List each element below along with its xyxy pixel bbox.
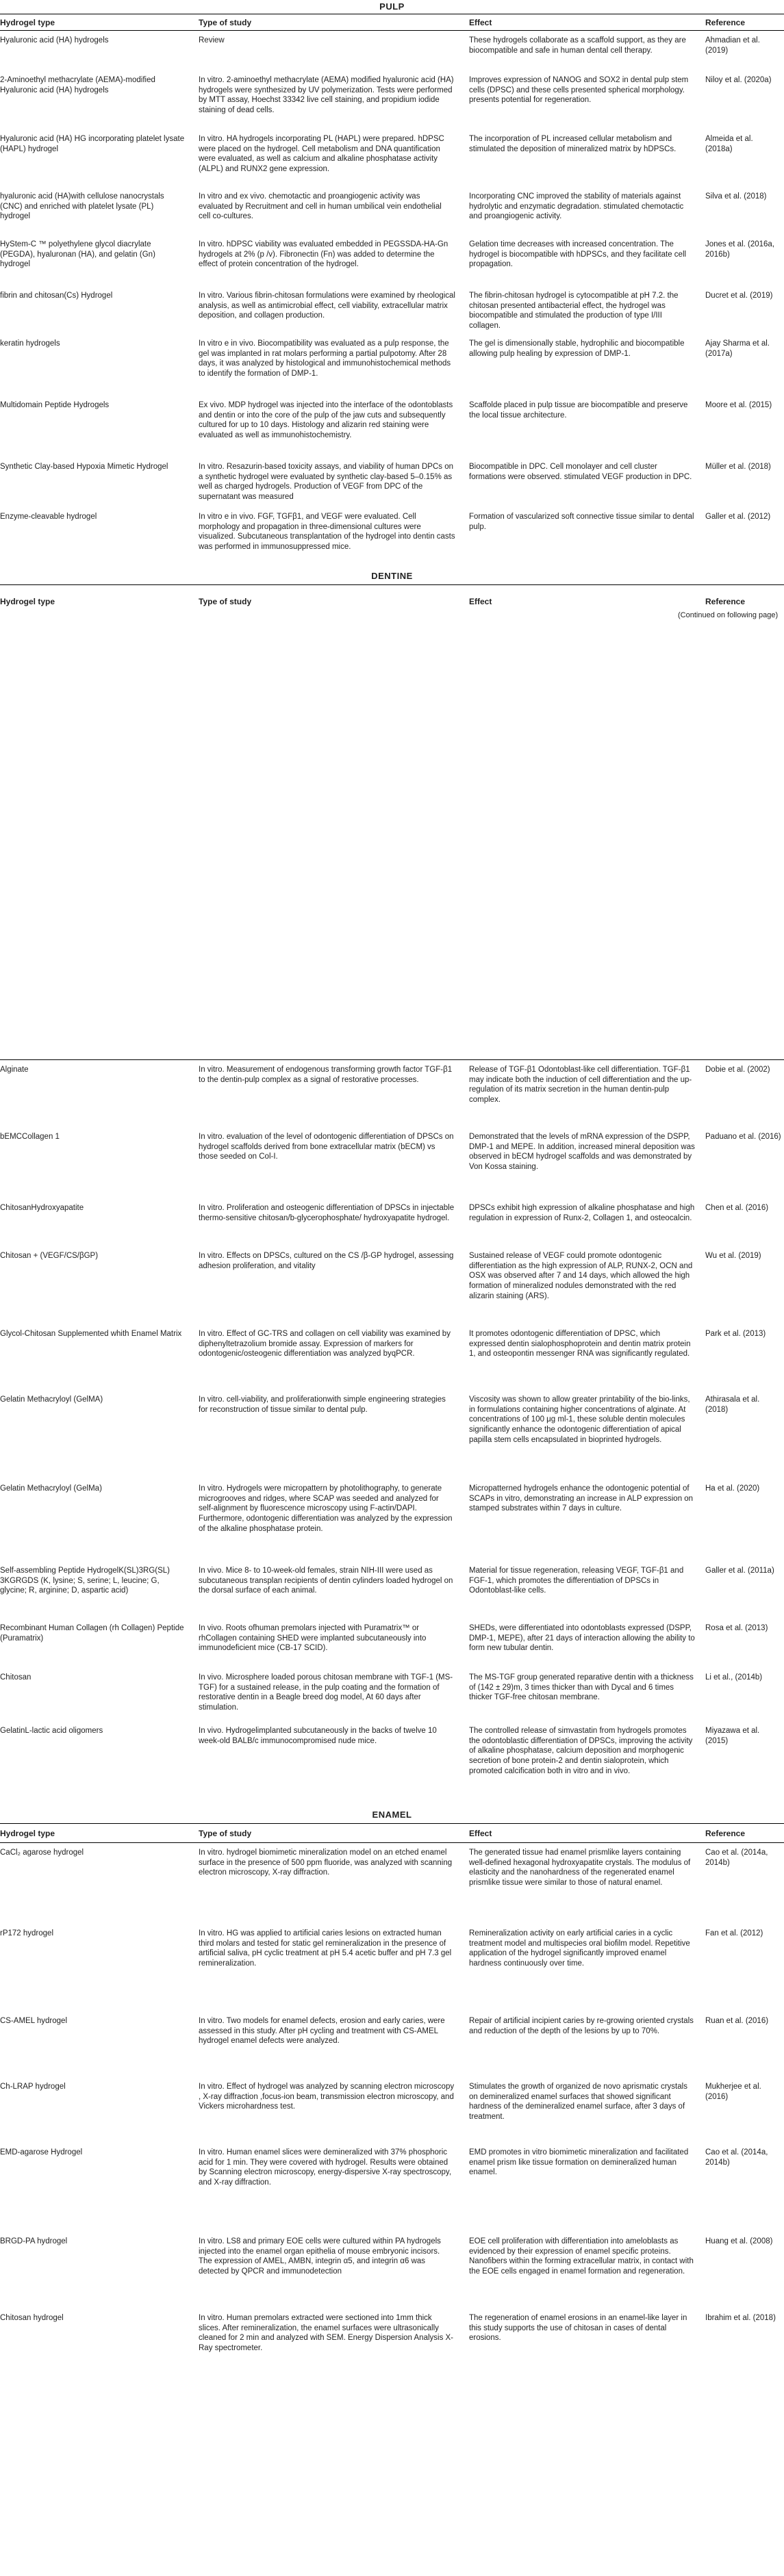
reference-cell: Ibrahim et al. (2018) bbox=[705, 2314, 776, 2322]
reference-cell: Park et al. (2013) bbox=[705, 1330, 766, 1338]
reference-cell: Paduano et al. (2016) bbox=[705, 1133, 781, 1141]
effect-cell: The MS-TGF group generated reparative dentin with a thickness of (142 ± 29)m, 3 times thicker than with Dycal and 6 times thicker TGF-free chitosan membrane. bbox=[469, 1673, 694, 1702]
study-cell: In vitro. hDPSC viability was evaluated embedded in PEGSSDA-HA-Gn hydrogels at 2% (p /v). Fibronectin (Fn) was added to determine the effect of protein concentration of the hydrogel. bbox=[199, 240, 448, 269]
divider bbox=[0, 1842, 784, 1843]
hydrogel-type-cell: Chitosan hydrogel bbox=[0, 2314, 64, 2322]
reference-cell: Ajay Sharma et al. (2017a) bbox=[705, 339, 770, 358]
section-title-enamel: ENAMEL bbox=[372, 1809, 412, 1820]
effect-cell: Formation of vascularized soft connective tissue similar to dental pulp. bbox=[469, 513, 694, 531]
hydrogel-type-cell: CaCl₂ agarose hydrogel bbox=[0, 1849, 84, 1857]
study-cell: In vivo. Hydrogelimplanted subcutaneously in the backs of twelve 10 week-old BALB/c immunocompromised nude mice. bbox=[199, 1727, 437, 1745]
reference-cell: Chen et al. (2016) bbox=[705, 1204, 769, 1212]
study-cell: In vitro. evaluation of the level of odontogenic differentiation of DPSCs on hydrogel scaffolds derived from bone extracellular matrix (bECM) vs those seeded on Col-I. bbox=[199, 1133, 454, 1161]
hydrogel-type-cell: Ch-LRAP hydrogel bbox=[0, 2083, 66, 2091]
reference-cell: Miyazawa et al. (2015) bbox=[705, 1727, 760, 1745]
reference-cell: Müller et al. (2018) bbox=[705, 463, 771, 471]
continued-note: (Continued on following page) bbox=[678, 611, 779, 619]
study-cell: In vitro e in vivo. FGF, TGFβ1, and VEGF were evaluated. Cell morphology and propagation in three-dimensional cultures were visualized. Subcutaneous transplantation of the hydrogel into dentin casts was performed in immunosuppressed mice. bbox=[199, 513, 455, 552]
hydrogel-type-cell: Self-assembling Peptide HydrogelK(SL)3RG(SL) 3KGRGDS (K, lysine; S, serine; L, leucine; G, glycine; R, arginine; D, aspartic acid) bbox=[0, 1567, 170, 1595]
effect-cell: EMD promotes in vitro biomimetic mineralization and facilitated enamel prism like tissue formation on demineralized human enamel. bbox=[469, 2148, 689, 2177]
effect-cell: The generated tissue had enamel prismlike layers containing well-defined hexagonal hydroxyapatite crystals. The modulus of elasticity and the nanohardness of the regenerated enamel prismlike tissue were similar to those of natural enamel. bbox=[469, 1849, 691, 1888]
hydrogel-type-cell: Hyaluronic acid (HA) HG incorporating platelet lysate (HAPL) hydrogel bbox=[0, 135, 185, 153]
study-cell: In vitro. Hydrogels were micropattern by photolithography, to generate microgrooves and ridges, where SCAP was seeded and analyzed for self-alignment by fluorescence microscopy using F-actin/DAPI. Furthermore, odontogenic differentiation was analyzed by the expression of the alkaline phosphatase protein. bbox=[199, 1484, 453, 1533]
hydrogel-type-cell: Alginate bbox=[0, 1066, 29, 1074]
reference-cell: Fan et al. (2012) bbox=[705, 1929, 763, 1937]
section-title-pulp: PULP bbox=[379, 1, 405, 12]
hydrogel-type-cell: Chitosan + (VEGF/CS/βGP) bbox=[0, 1252, 99, 1260]
reference-cell: Galler et al. (2012) bbox=[705, 513, 771, 521]
header-type-of-study: Type of study bbox=[199, 597, 252, 606]
hydrogel-type-cell: hyaluronic acid (HA)with cellulose nanocrystals (CNC) and enriched with platelet lysate (PL) hydrogel bbox=[0, 192, 164, 221]
effect-cell: The regeneration of enamel erosions in an enamel-like layer in this study supports the use of chitosan in cases of dental erosions. bbox=[469, 2314, 687, 2343]
reference-cell: Galler et al. (2011a) bbox=[705, 1567, 774, 1575]
effect-cell: Demonstrated that the levels of mRNA expression of the DSPP, DMP-1 and MEPE. In addition, increased mineral deposition was observed in bECM hydrogel scaffolds and was demonstrated by Von Kossa staining. bbox=[469, 1133, 695, 1172]
header-type-of-study: Type of study bbox=[199, 1829, 252, 1838]
hydrogel-type-cell: Glycol-Chitosan Supplemented whith Enamel Matrix bbox=[0, 1330, 182, 1338]
study-cell: In vitro. Human premolars extracted were sectioned into 1mm thick slices. After remineralization, the enamel surfaces were ultrasonically cleaned for 2 min and analyzed with SEM. Energy Dispersion Analysis X-Ray spectrometer. bbox=[199, 2314, 454, 2353]
hydrogel-type-cell: ChitosanHydroxyapatite bbox=[0, 1204, 84, 1212]
header-type-of-study: Type of study bbox=[199, 18, 252, 27]
reference-cell: Ahmadian et al. (2019) bbox=[705, 36, 760, 55]
effect-cell: Sustained release of VEGF could promote odontogenic differentiation as the high expression of ALP, RUNX-2, OCN and OSX was observed after 7 and 14 days, which allowed the high formation of mineralized nodules demonstrated with the red alizarin staining (ARS). bbox=[469, 1252, 693, 1300]
study-cell: Review bbox=[199, 36, 225, 44]
header-effect: Effect bbox=[469, 597, 492, 606]
study-cell: In vitro. Measurement of endogenous transforming growth factor TGF-β1 to the dentin-pulp complex as a signal of restorative processes. bbox=[199, 1066, 453, 1084]
effect-cell: Release of TGF-β1 Odontoblast-like cell differentiation. TGF-β1 may indicate both the induction of cell differentiation and the up-regulation of its matrix secretion in the human dentin-pulp complex. bbox=[469, 1066, 692, 1105]
hydrogel-type-cell: rP172 hydrogel bbox=[0, 1929, 53, 1937]
study-cell: In vitro. Two models for enamel defects, erosion and early caries, were assessed in this study. After pH cycling and treatment with CS-AMEL hydrogel enamel defects were analyzed. bbox=[199, 2017, 445, 2046]
reference-cell: Athirasala et al. (2018) bbox=[705, 1395, 760, 1414]
reference-cell: Huang et al. (2008) bbox=[705, 2237, 773, 2245]
header-hydrogel-type: Hydrogel type bbox=[0, 1829, 55, 1838]
reference-cell: Ruan et al. (2016) bbox=[705, 2017, 769, 2025]
effect-cell: Stimulates the growth of organized de novo aprismatic crystals on demineralized enamel surfaces that showed significant hardness of the demineralized enamel surface, after 3 days of treatment. bbox=[469, 2083, 687, 2122]
header-reference: Reference bbox=[705, 18, 746, 27]
hydrogel-type-cell: Hyaluronic acid (HA) hydrogels bbox=[0, 36, 109, 44]
effect-cell: Material for tissue regeneration, releasing VEGF, TGF-β1 and FGF-1, which promotes the differentiation of DPSCs in Odontoblast-like cells. bbox=[469, 1567, 684, 1595]
study-cell: In vitro. HA hydrogels incorporating PL (HAPL) were prepared. hDPSC were placed on the hydrogel. Cell metabolism and DNA quantification were evaluated, as well as calcium and alkaline phosphatase activity (ALPL) and RUNX2 gene expression. bbox=[199, 135, 444, 174]
hydrogel-type-cell: GelatinL-lactic acid oligomers bbox=[0, 1727, 103, 1735]
header-reference: Reference bbox=[705, 1829, 746, 1838]
effect-cell: SHEDs, were differentiated into odontoblasts expressed (DSPP, DMP-1, MEPE), after 21 days of interaction allowing the ability to form new tubular dentin. bbox=[469, 1624, 695, 1653]
hydrogel-type-cell: keratin hydrogels bbox=[0, 339, 60, 348]
effect-cell: Improves expression of NANOG and SOX2 in dental pulp stem cells (DPSC) and these cells presented spherical morphology. presents potential for regeneration. bbox=[469, 76, 689, 105]
hydrogel-type-cell: bEMCCollagen 1 bbox=[0, 1133, 60, 1141]
effect-cell: The controlled release of simvastatin from hydrogels promotes the odontoblastic differentiation of DPSCs, improving the activity of alkaline phosphatase, calcium deposition and morphogenic secretion of bone protein-2 and dentin sialoprotein, which promoted calcification both in vitro and in vivo. bbox=[469, 1727, 693, 1775]
effect-cell: Remineralization activity on early artificial caries in a cyclic treatment model and multispecies oral biofilm model. Repetitive application of the hydrogel significantly improved enamel hardness continuously over time. bbox=[469, 1929, 690, 1968]
study-cell: In vitro. LS8 and primary EOE cells were cultured within PA hydrogels injected into the enamel organ epithelia of mouse embryonic incisors. The expression of AMEL, AMBN, integrin α5, and integrin α6 was detected by QPCR and immunodetection bbox=[199, 2237, 441, 2276]
hydrogel-type-cell: CS-AMEL hydrogel bbox=[0, 2017, 68, 2025]
study-cell: In vitro and ex vivo. chemotactic and proangiogenic activity was evaluated by Recruitment and cell in human umbilical vein endothelial cell co-cultures. bbox=[199, 192, 442, 221]
effect-cell: The fibrin-chitosan hydrogel is cytocompatible at pH 7.2. the chitosan presented antibacterial effect, the hydrogel was biocompatible and stimulated the production of type I/III collagen. bbox=[469, 292, 679, 331]
reference-cell: Mukherjee et al. (2016) bbox=[705, 2083, 761, 2101]
hydrogel-type-cell: EMD-agarose Hydrogel bbox=[0, 2148, 83, 2156]
effect-cell: Gelation time decreases with increased concentration. The hydrogel is biocompatible with hDPSCs, and they facilitate cell propagation. bbox=[469, 240, 687, 269]
study-cell: In vitro e in vivo. Biocompatibility was evaluated as a pulp response, the gel was implanted in rat molars performing a partial pulpotomy. After 28 days, it was analyzed by histological and immunohistochemical methods to identify the formation of DMP-1. bbox=[199, 339, 451, 378]
study-cell: In vitro. 2-aminoethyl methacrylate (AEMA) modified hyaluronic acid (HA) hydrogels were synthesized by UV polymerization. Tests were performed by MTT assay, Hoechst 33342 live cell staining, and propidium iodide staining of dead cells. bbox=[199, 76, 454, 115]
study-cell: In vivo. Roots ofhuman premolars injected with Puramatrix™ or rhCollagen containing SHED were implanted subcutaneously into immunodeficient mice (CB-17 SCID). bbox=[199, 1624, 427, 1653]
effect-cell: Viscosity was shown to allow greater printability of the bio-links, in formulations containing higher concentrations of alginate. At concentrations of 100 μg ml-1, these soluble dentin molecules significantly enhance the odontogenic differentiation of apical papilla stem cells encapsulated in bioprinted hydrogels. bbox=[469, 1395, 690, 1444]
hydrogel-type-cell: Enzyme-cleavable hydrogel bbox=[0, 513, 97, 521]
study-cell: In vitro. Effect of GC-TRS and collagen on cell viability was examined by diphenyltetrazolium bromide assay. Expression of markers for odontogenic/osteogenic differentiation was analyzed byqPCR. bbox=[199, 1330, 451, 1358]
header-reference: Reference bbox=[705, 597, 746, 606]
effect-cell: The incorporation of PL increased cellular metabolism and stimulated the deposition of mineralized matrix by hDPSCs. bbox=[469, 135, 676, 153]
effect-cell: Biocompatible in DPC. Cell monolayer and cell cluster formations were observed. stimulated VEGF production in DPC. bbox=[469, 463, 692, 481]
reference-cell: Li et al., (2014b) bbox=[705, 1673, 763, 1682]
reference-cell: Ha et al. (2020) bbox=[705, 1484, 760, 1493]
hydrogel-type-cell: Gelatin Methacryloyl (GelMA) bbox=[0, 1395, 103, 1404]
reference-cell: Dobie et al. (2002) bbox=[705, 1066, 770, 1074]
study-cell: In vitro. cell-viability, and proliferationwith simple engineering strategies for reconstruction of tissue similar to dental pulp. bbox=[199, 1395, 446, 1414]
header-hydrogel-type: Hydrogel type bbox=[0, 18, 55, 27]
effect-cell: Incorporating CNC improved the stability of materials against hydrolytic and enzymatic degradation. stimulated chemotactic and proangiogenic activity. bbox=[469, 192, 684, 221]
effect-cell: It promotes odontogenic differentiation of DPSC, which expressed dentin sialophosphoprotein and dentin matrix protein 1, and osteopontin messenger RNA was significantly regulated. bbox=[469, 1330, 691, 1358]
hydrogel-type-cell: Synthetic Clay-based Hypoxia Mimetic Hydrogel bbox=[0, 463, 168, 471]
hydrogel-type-cell: fibrin and chitosan(Cs) Hydrogel bbox=[0, 292, 113, 300]
divider bbox=[0, 1059, 784, 1060]
study-cell: Ex vivo. MDP hydrogel was injected into the interface of the odontoblasts and dentin or into the core of the pulp of the jaw cuts and subsequently cultured for up to 10 days. Histology and alizarin red staining were evaluated as well as immunohistochemistry. bbox=[199, 401, 453, 440]
reference-cell: Wu et al. (2019) bbox=[705, 1252, 761, 1260]
effect-cell: DPSCs exhibit high expression of alkaline phosphatase and high regulation in expression of Runx-2, Collagen 1, and osteocalcin. bbox=[469, 1204, 695, 1222]
reference-cell: Cao et al. (2014a, 2014b) bbox=[705, 2148, 768, 2167]
study-cell: In vitro. Various fibrin-chitosan formulations were examined by rheological analysis, as well as antimicrobial effect, cell viability, extracellular matrix deposition, and collagen production. bbox=[199, 292, 455, 320]
reference-cell: Moore et al. (2015) bbox=[705, 401, 772, 409]
study-cell: In vitro. HG was applied to artificial caries lesions on extracted human third molars and tested for static gel remineralization in the presence of artificial saliva, pH cyclic treatment at pH 5.4 acetic buffer and pH 7.3 gel remineralization. bbox=[199, 1929, 452, 1968]
reference-cell: Cao et al. (2014a, 2014b) bbox=[705, 1849, 768, 1867]
effect-cell: Scaffolde placed in pulp tissue are biocompatible and preserve the local tissue architecture. bbox=[469, 401, 688, 420]
header-effect: Effect bbox=[469, 18, 492, 27]
divider bbox=[0, 30, 784, 31]
hydrogel-type-cell: Chitosan bbox=[0, 1673, 31, 1682]
reference-cell: Jones et al. (2016a, 2016b) bbox=[705, 240, 775, 259]
study-cell: In vivo. Mice 8- to 10-week-old females, strain NIH-III were used as subcutaneous transplan recipients of dentin cylinders loaded hydrogel on the dorsal surface of each animal. bbox=[199, 1567, 453, 1595]
header-hydrogel-type: Hydrogel type bbox=[0, 597, 55, 606]
hydrogel-type-cell: Gelatin Methacryloyl (GelMa) bbox=[0, 1484, 102, 1493]
study-cell: In vitro. Human enamel slices were demineralized with 37% phosphoric acid for 1 min. They were covered with hydrogel. Results were obtained by Scanning electron microscopy, energy-dispersive X-ray spectroscopy, and X-ray diffraction. bbox=[199, 2148, 452, 2187]
study-cell: In vivo. Microsphere loaded porous chitosan membrane with TGF-1 (MS-TGF) for a sustained release, in the pulp coating and the formation of restorative dentin in a Beagle breed dog model, At 60 days after stimulation. bbox=[199, 1673, 453, 1712]
header-effect: Effect bbox=[469, 1829, 492, 1838]
hydrogel-type-cell: 2-Aminoethyl methacrylate (AEMA)-modified Hyaluronic acid (HA) hydrogels bbox=[0, 76, 155, 94]
hydrogel-type-cell: BRGD-PA hydrogel bbox=[0, 2237, 68, 2245]
reference-cell: Rosa et al. (2013) bbox=[705, 1624, 768, 1632]
study-cell: In vitro. Effect of hydrogel was analyzed by scanning electron microscopy , X-ray diffraction ,focus-ion beam, transmission electron microscopy, and Vickers microhardness test. bbox=[199, 2083, 455, 2111]
effect-cell: Micropatterned hydrogels enhance the odontogenic potential of SCAPs in vitro, demonstrating an increase in ALP expression on stamped substrates within 7 days in culture. bbox=[469, 1484, 694, 1513]
study-cell: In vitro. Proliferation and osteogenic differentiation of DPSCs in injectable thermo-sensitive chitosan/b-glycerophosphate/ hydroxyapatite hydrogel. bbox=[199, 1204, 455, 1222]
reference-cell: Almeida et al. (2018a) bbox=[705, 135, 753, 153]
hydrogel-type-cell: Recombinant Human Collagen (rh Collagen) Peptide (Puramatrix) bbox=[0, 1624, 184, 1643]
reference-cell: Silva et al. (2018) bbox=[705, 192, 767, 201]
effect-cell: These hydrogels collaborate as a scaffold support, as they are biocompatible and safe in human dental cell therapy. bbox=[469, 36, 686, 55]
study-cell: In vitro. Effects on DPSCs, cultured on the CS /β-GP hydrogel, assessing adhesion proliferation, and vitality bbox=[199, 1252, 454, 1270]
effect-cell: The gel is dimensionally stable, hydrophilic and biocompatible allowing pulp healing by expression of DMP-1. bbox=[469, 339, 685, 358]
effect-cell: Repair of artificial incipient caries by re-growing oriented crystals and reduction of the depth of the lesions by up to 70%. bbox=[469, 2017, 694, 2035]
effect-cell: EOE cell proliferation with differentiation into ameloblasts as evidenced by their expression of enamel specific proteins. Nanofibers within the forming extracellular matrix, in contact with the EOE cells engaged in enamel formation and regeneration. bbox=[469, 2237, 694, 2276]
divider bbox=[0, 1823, 784, 1824]
reference-cell: Niloy et al. (2020a) bbox=[705, 76, 772, 84]
reference-cell: Ducret et al. (2019) bbox=[705, 292, 773, 300]
divider bbox=[0, 584, 784, 585]
section-title-dentine: DENTINE bbox=[371, 571, 413, 581]
hydrogel-type-cell: HyStem-C ™ polyethylene glycol diacrylate (PEGDA), hyaluronan (HA), and gelatin (Gn) hydrogel bbox=[0, 240, 155, 269]
study-cell: In vitro. hydrogel biomimetic mineralization model on an etched enamel surface in the presence of 500 ppm fluoride, was analyzed with scanning electron microscopy, X-ray diffraction. bbox=[199, 1849, 453, 1877]
study-cell: In vitro. Resazurin-based toxicity assays, and viability of human DPCs on a synthetic hydrogel were evaluated by synthetic clay-based 5–0.15% as well as charged hydrogels. Production of VEGF from DPC of the supernatant was measured bbox=[199, 463, 453, 502]
hydrogel-type-cell: Multidomain Peptide Hydrogels bbox=[0, 401, 110, 409]
